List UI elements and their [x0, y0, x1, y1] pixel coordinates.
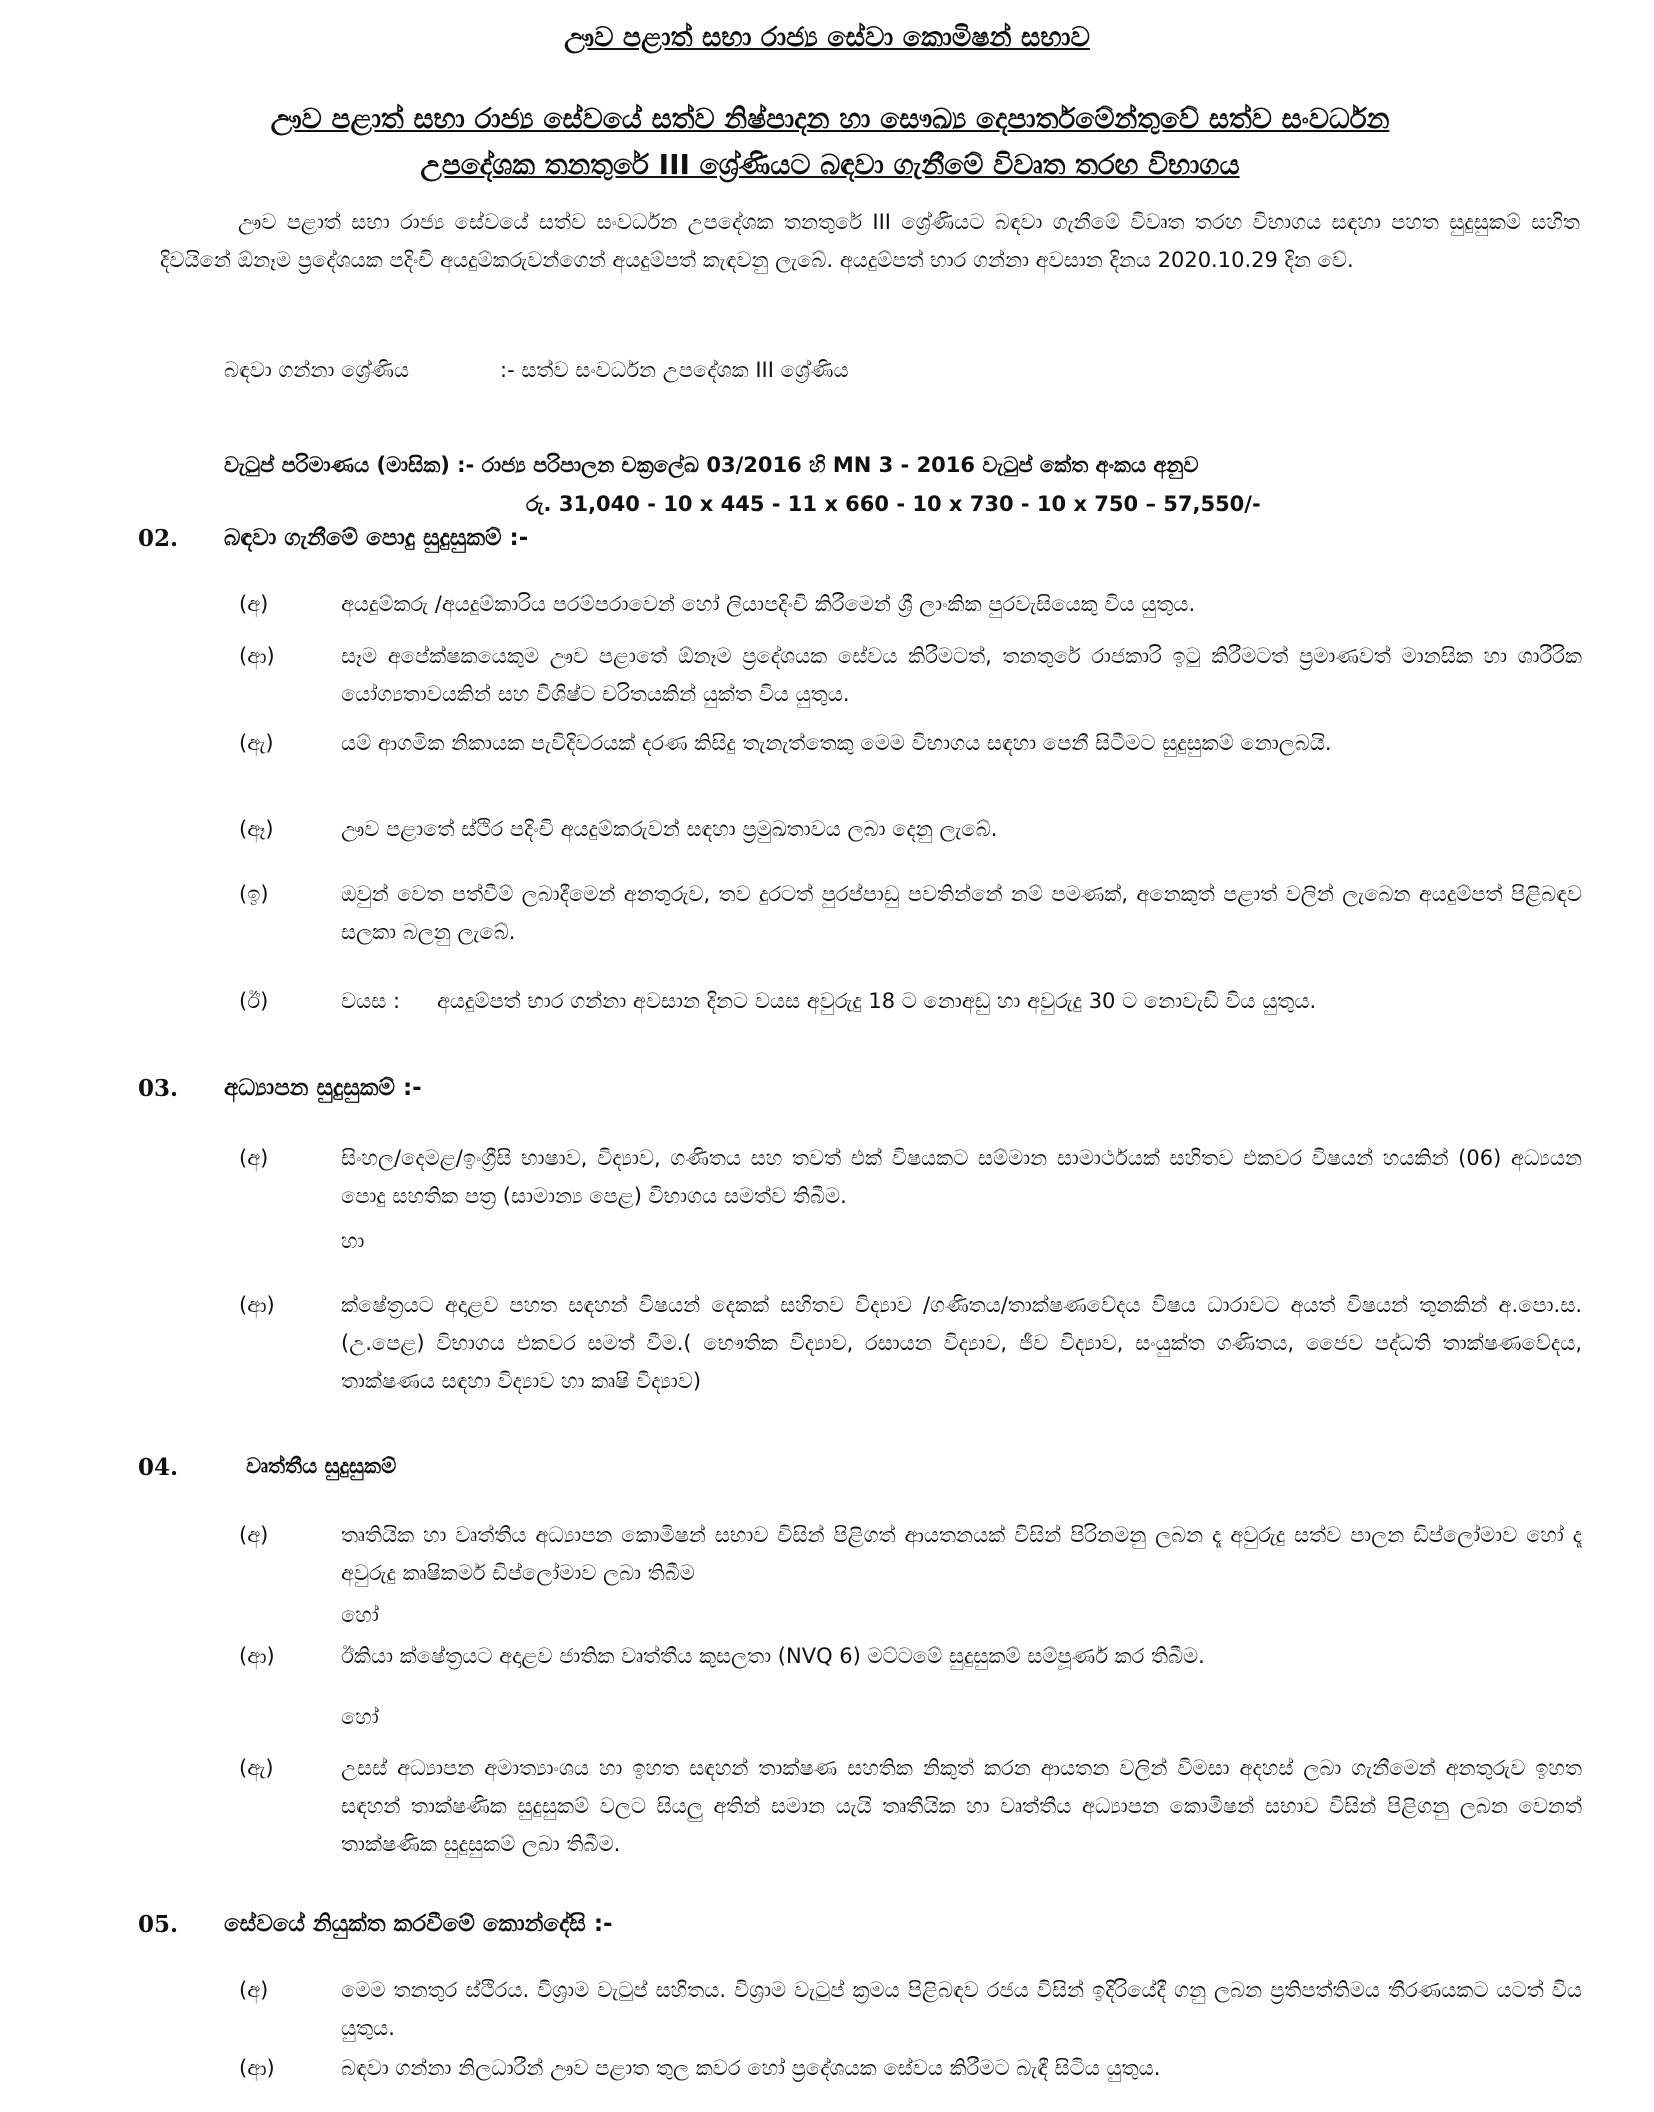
list-item-text: ක්ෂේත්‍රයට අදාළව පහත සඳහන් විෂයන් දෙකක් සහිතව විද්‍යාව /ගණිතය/තාක්ෂණවේදය විෂය ධාරාවට අයත් විෂයන් තුනකින් අ.පො.ස.(උ.පෙළ) විභාගය එකවර සමත් වීම.( භෞතික විද්‍යාව, රසායන විද්‍යාව, ජීව විද්‍යාව, සංයුක්ත ගණිතය, ජෛව පද්ධති තාක්ෂණවේදය, තාක්ෂණය සඳහා විද්‍යාව හා කෘෂි විද්‍යාව) — [341, 1293, 1582, 1393]
age-requirement-text: අයදුම්පත් භාර ගන්නා අවසාන දිනට වයස අවුරුදු 18 ට නොඅඩු හා අවුරුදු 30 ට නොවැඩි විය යුතුය. — [437, 989, 1317, 1013]
grade-value: :- සත්ව සංවර්ධන උපදේශක III ශ්‍රේණිය — [500, 358, 849, 382]
list-item-marker: (ආ) — [239, 644, 275, 668]
section-02-number: 02. — [138, 525, 179, 552]
list-item-marker: (අ) — [239, 592, 269, 616]
section-05-title: සේවයේ නියුක්ත කරවීමේ කොන්දේසි :- — [224, 1911, 613, 1937]
list-item-text: යම් ආගමික නිකායක පැවිදිවරයක් දරණ කිසිදු තැනැත්තෙකු මෙම විභාගය සඳහා පෙනී සිටීමට සුදුසුකම් නොලබයි. — [341, 731, 1332, 755]
section-05-number: 05. — [138, 1911, 179, 1938]
intro-paragraph: ඌව පළාත් සභා රාජ්‍ය සේවයේ සත්ව සංවර්ධන උපදේශක තනතුරේ III ශ්‍රේණියට බඳවා ගැනීමේ විවෘත තරඟ විභාගය සඳහා පහත සුදුසුකම් සහිත දිවයිනේ ඕනෑම ප්‍රදේශයක පදිංචි අයදුම්කරුවන්ගෙන් අයදුම්පත් කැඳවනු ලැබේ. අයදුම්පත් භාර ගන්නා අවසාන දිනය 2020.10.29 දින වේ. — [160, 210, 1580, 272]
list-item-text: සෑම අපේක්ෂකයෙකුම ඌව පළාතේ ඕනෑම ප්‍රදේශයක සේවය කිරීමටත්, තනතුරේ රාජකාරි ඉටු කිරීමටත් ප්‍රමාණවත් මානසික හා ශාරීරික යෝග්‍යතාවයකින් සහ විශිෂ්ට චරිතයකින් යුක්ත විය යුතුය. — [341, 644, 1582, 706]
page-title: ඌව පළාත් සභා රාජ්‍ය සේවා කොමිෂන් සභාව — [564, 22, 1090, 53]
list-item-text: තෘතියික හා වෘත්තීය අධ්‍යාපන කොමිෂන් සභාව විසින් පිළිගත් ආයතනයක් විසින් පිරිනමනු ලබන දෑ අවුරුදු සත්ව පාලන ඩිප්ලෝමාව හෝ දෑ අවුරුදු කෘෂිකර්ම ඩිප්ලෝමාව ලබා තිබීම — [341, 1523, 1582, 1585]
list-item-marker: (ඇ) — [239, 1756, 274, 1780]
list-item-text: බඳවා ගන්නා නිලධාරීන් ඌව පළාත තුල කවර හෝ ප්‍රදේශයක සේවය කිරීමට බැඳී සිටිය යුතුය. — [341, 2056, 1161, 2080]
list-item-text: ඊකියා ක්ෂේත්‍රයට අදාළව ජාතික වෘත්තීය කුසලතා (NVQ 6) මට්ටමේ සුදුසුකම් සම්පූර්ණ කර තිබීම. — [341, 1644, 1205, 1668]
grade-label: බඳවා ගන්නා ශ්‍රේණිය — [224, 358, 410, 382]
list-item-marker: (ඇ) — [239, 731, 274, 755]
salary-scale: රු. 31,040 - 10 x 445 - 11 x 660 - 10 x 730 - 10 x 750 – 57,550/- — [526, 492, 1261, 516]
list-item-marker: (ඉ) — [239, 882, 269, 906]
list-item-text: සිංහල/දෙමළ/ඉංග්‍රීසි භාෂාව, විද්‍යාව, ගණිතය සහ තවත් එක් විෂයකට සම්මාන සාමාර්ථයක් සහිතව එකවර විෂයන් හයකින් (06) අධ්‍යයන පොදු සහතික පත්‍ර (සාමාන්‍ය පෙළ) විභාගය සමත්ව තිබීම. — [341, 1146, 1582, 1208]
connector-text: හෝ — [341, 1705, 379, 1729]
section-02-title: බඳවා ගැනීමේ පොදු සුදුසුකම් :- — [224, 525, 529, 551]
section-03-title: අධ්‍යාපන සුදුසුකම් :- — [224, 1075, 422, 1101]
section-04-number: 04. — [138, 1454, 179, 1481]
list-item-text: ඌව පළාතේ ස්ථිර පදිංචි අයදුම්කරුවන් සඳහා ප්‍රමුඛතාවය ලබා දෙනු ලැබේ. — [341, 817, 998, 841]
connector-text: හෝ — [341, 1603, 379, 1627]
list-item-marker: (ඊ) — [239, 989, 269, 1013]
subtitle-line-2: උපදේශක තනතුරේ III ශ්‍රේණියට බඳවා ගැනීමේ විවෘත තරඟ විභාගය — [420, 148, 1240, 181]
list-item-marker: (ආ) — [239, 1293, 275, 1317]
list-item-marker: (ඈ) — [239, 817, 274, 841]
list-item-text: අයදුම්කරු /අයදුම්කාරිය පරම්පරාවෙන් හෝ ලියාපදිංචි කිරීමෙන් ශ්‍රී ලාංකික පුරවැසියෙකු විය යුතුය. — [341, 592, 1196, 616]
subtitle-line-1: ඌව පළාත් සභා රාජ්‍ය සේවයේ සත්ව නිෂ්පාදන හා සෞඛ්‍ය දෙපාර්තමේන්තුවේ සත්ව සංවර්ධන — [270, 102, 1390, 135]
connector-text: හා — [341, 1229, 365, 1253]
notice-subtitle — [120, 96, 1540, 188]
salary-line — [224, 453, 1198, 478]
salary-label: වැටුප් පරිමාණය (මාසික) — [224, 453, 450, 477]
list-item-marker: (අ) — [239, 1523, 269, 1547]
salary-value: :- රාජ්‍ය පරිපාලන චක්‍රලේඛ 03/2016 හි MN 3 - 2016 වැටුප් කේත අංකය අනුව — [457, 453, 1199, 477]
list-item-marker: (ආ) — [239, 2056, 275, 2080]
age-label: වයස : — [341, 989, 401, 1013]
section-04-title: වෘත්තීය සුදුසුකම් — [246, 1454, 397, 1478]
list-item-text: ඔවුන් වෙත පත්වීම් ලබාදීමෙන් අනතුරුව, තව දුරටත් පුරප්පාඩු පවතින්නේ නම් පමණක්, අනෙකුත් පළාත් වලින් ලැබෙන අයදුම්පත් පිළිබඳව සලකා බලනු ලැබේ. — [341, 882, 1582, 944]
list-item-marker: (අ) — [239, 1978, 269, 2002]
list-item-marker: (අ) — [239, 1146, 269, 1170]
list-item-text: මෙම තනතුර ස්ථිරය. විශ්‍රාම වැටුප් සහිතය. විශ්‍රාම වැටුප් ක්‍රමය පිළිබඳව රජය විසින් ඉදිරියේදී ගනු ලබන ප්‍රතිපත්තිමය තීරණයකට යටත් විය යුතුය. — [341, 1978, 1582, 2040]
list-item-marker: (ආ) — [239, 1644, 275, 1668]
section-03-number: 03. — [138, 1075, 179, 1102]
list-item-text: උසස් අධ්‍යාපන අමාත්‍යාංශය හා ඉහත සඳහන් තාක්ෂණ සහතික නිකුත් කරන ආයතන වලින් විමසා අදහස් ලබා ගැනීමෙන් අනතුරුව ඉහත සඳහන් තාක්ෂණික සුදුසුකම් වලට සියලු අතින් සමාන යැයි තෘතීයික හා වෘත්තීය අධ්‍යාපන කොමිෂන් සභාව විසින් පිළිගනු ලබන වෙනත් තාක්ෂණික සුදුසුකම් ලබා තිබීම. — [341, 1756, 1582, 1856]
